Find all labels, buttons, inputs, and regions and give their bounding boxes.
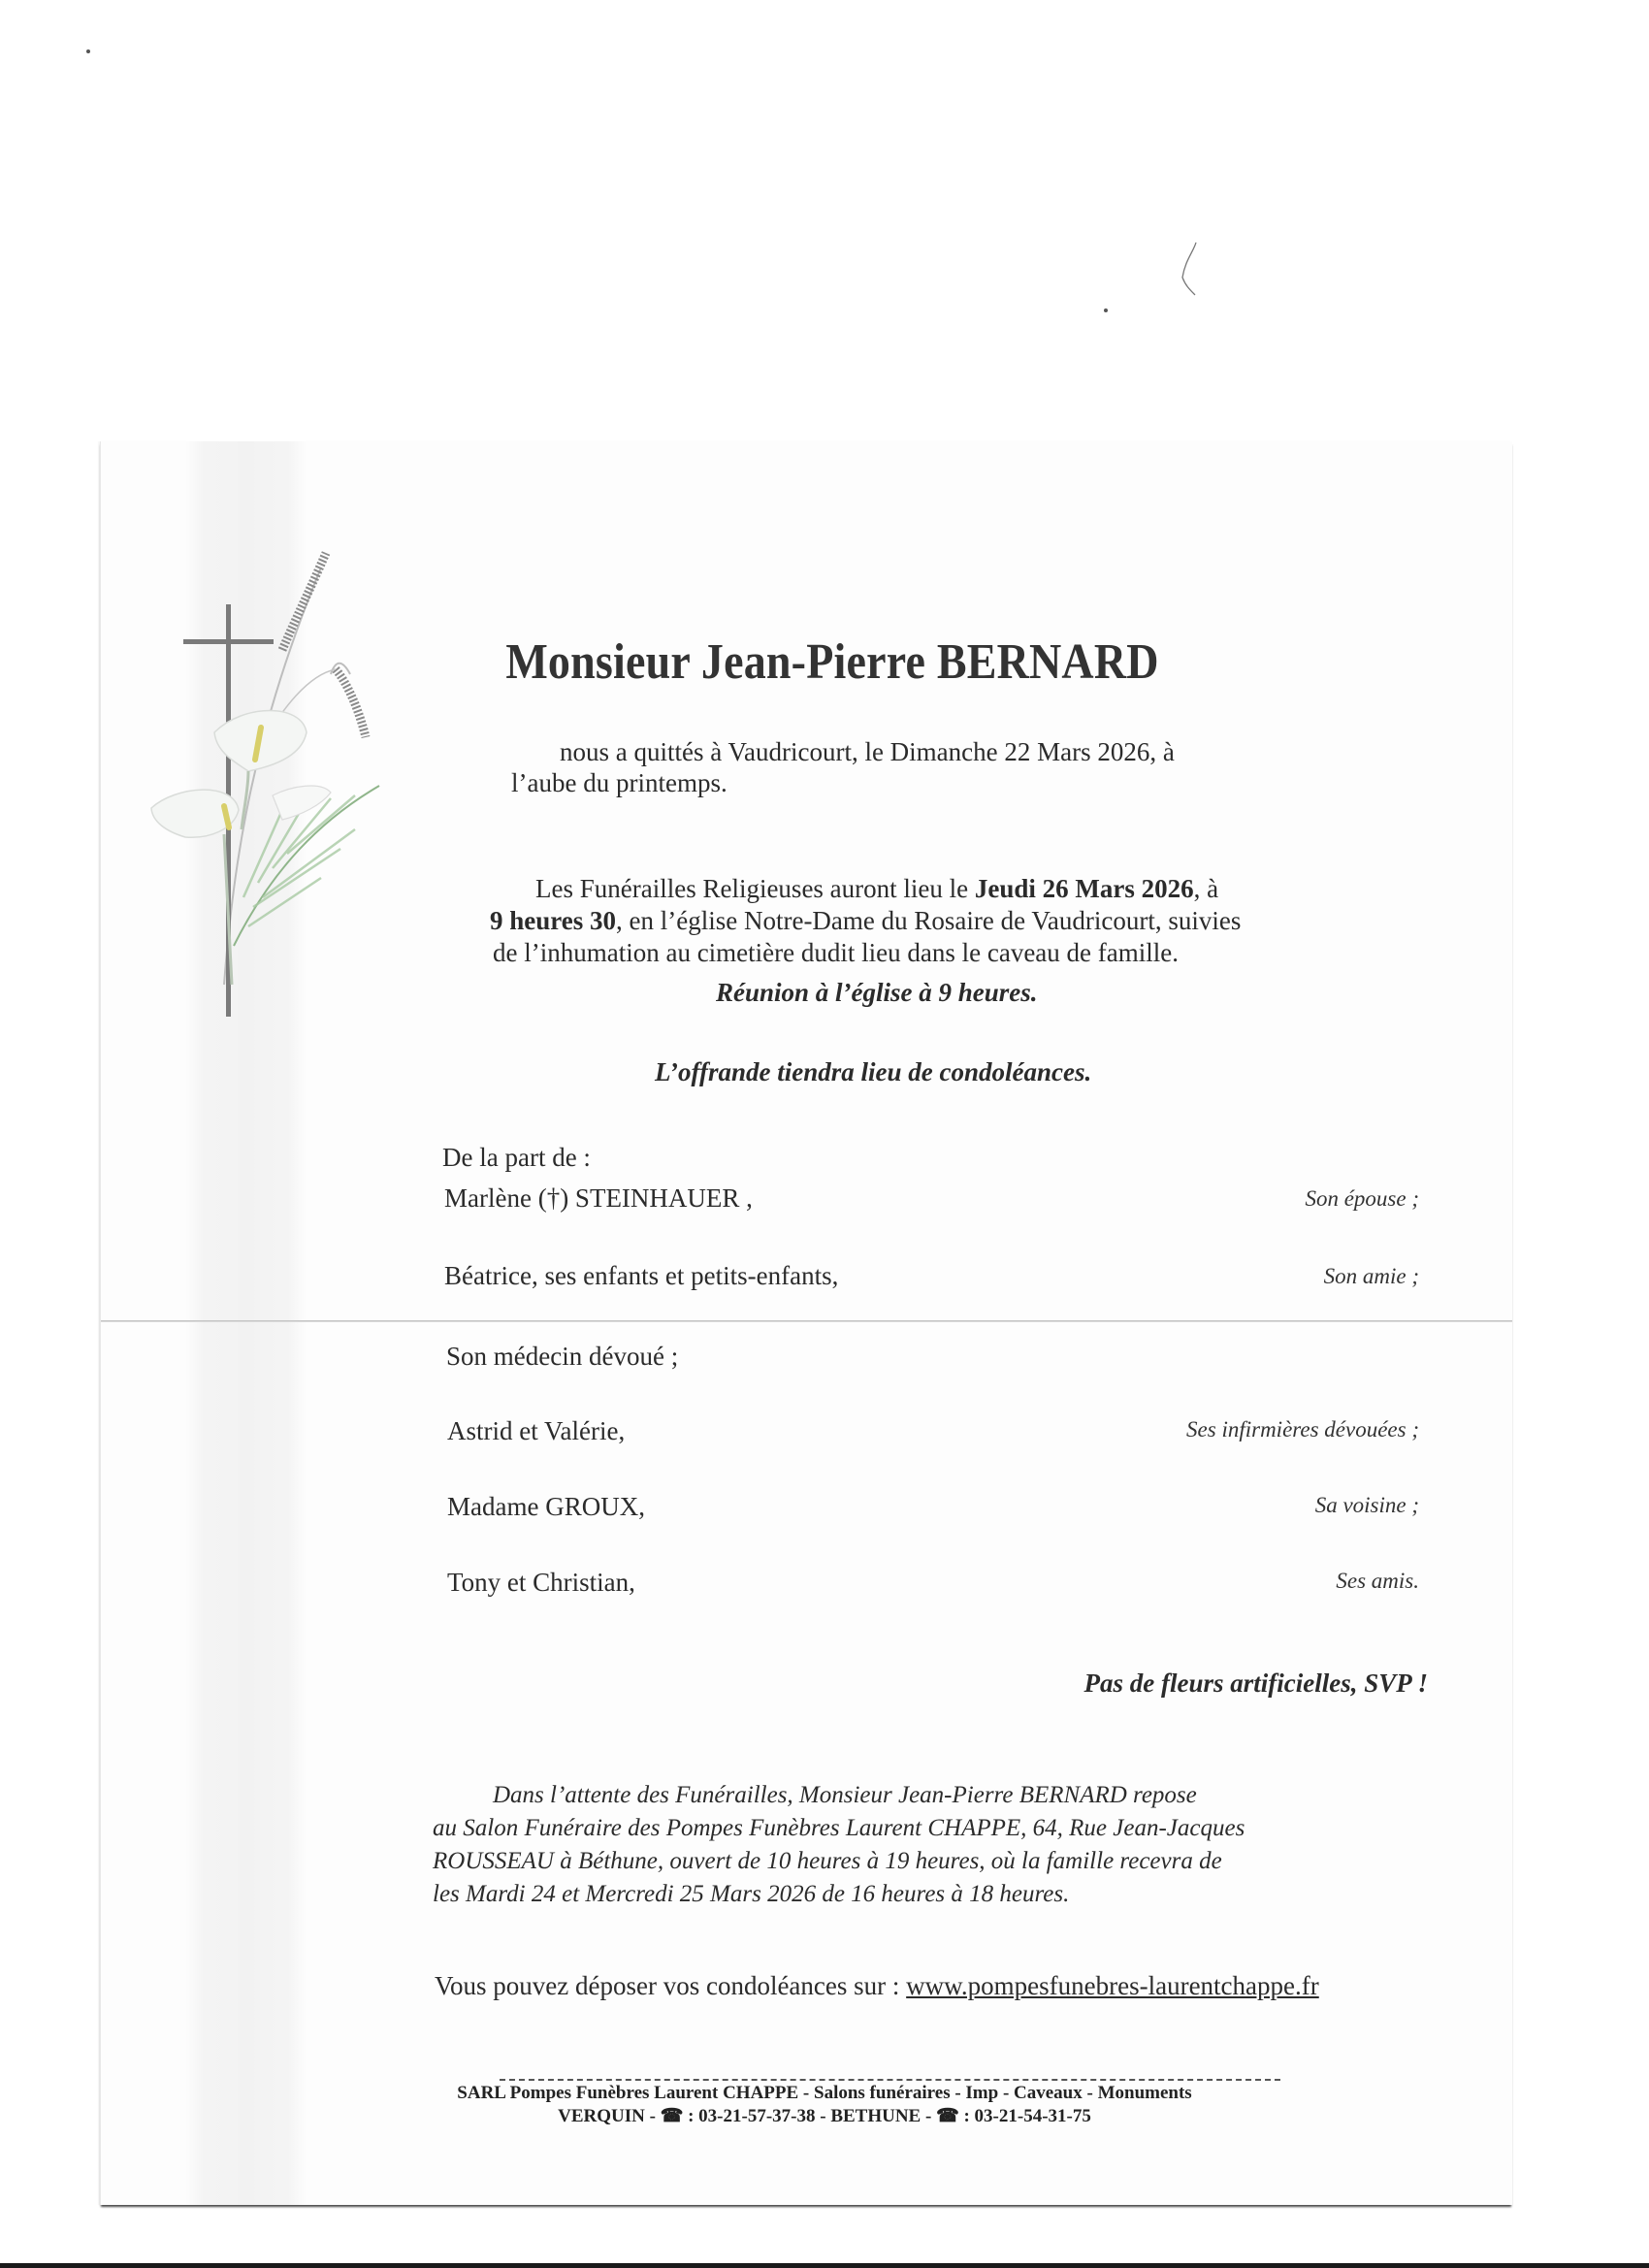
family-member-name: Astrid et Valérie, [447, 1416, 626, 1445]
death-announcement-line: l’aube du printemps. [511, 768, 728, 797]
footer-company-line: SARL Pompes Funèbres Laurent CHAPPE - Salons funéraires - Imp - Caveaux - Monuments [457, 2083, 1192, 2103]
death-announcement-line: nous a quittés à Vaudricourt, le Dimanche 22 Mars 2026, à [560, 737, 1175, 766]
telephone-icon: ☎ [660, 2106, 684, 2126]
scan-mark [1176, 241, 1205, 308]
lily-icon [273, 786, 331, 820]
footer-contact-line [0, 2107, 1649, 2125]
footer-city: VERQUIN - [558, 2106, 661, 2126]
meeting-note: Réunion à l’église à 9 heures. [716, 978, 1038, 1007]
funeral-card [100, 441, 1512, 2205]
telephone-icon: ☎ [936, 2106, 959, 2126]
viewing-info-line: au Salon Funéraire des Pompes Funèbres Laurent CHAPPE, 64, Rue Jean-Jacques [433, 1815, 1245, 1841]
condolences-line [435, 1973, 1319, 1999]
viewing-info-line: les Mardi 24 et Mercredi 25 Mars 2026 de 16 heures à 18 heures. [433, 1881, 1070, 1907]
footer-phone: : 03-21-54-31-75 [958, 2106, 1091, 2126]
funeral-details-line: de l’inhumation au cimetière dudit lieu dans le caveau de famille. [493, 938, 1179, 967]
family-member-relation: Ses infirmières dévouées ; [1186, 1417, 1419, 1442]
funeral-text: , à [1193, 874, 1219, 903]
condolences-text: Vous pouvez déposer vos condoléances sur : [435, 1971, 907, 2000]
offering-note: L’offrande tiendra lieu de condoléances. [655, 1057, 1092, 1086]
funeral-text: , en l’église Notre-Dame du Rosaire de Vaudricourt, suivies [616, 906, 1242, 935]
family-member-relation: Son amie ; [1323, 1264, 1419, 1288]
viewing-info-line: Dans l’attente des Funérailles, Monsieur Jean-Pierre BERNARD repose [493, 1782, 1197, 1808]
funeral-date: Jeudi 26 Mars 2026 [974, 874, 1194, 903]
condolences-website-link[interactable]: www.pompesfunebres-laurentchappe.fr [906, 1971, 1319, 2000]
funeral-details-line [490, 908, 1241, 934]
family-member-name: Béatrice, ses enfants et petits-enfants, [444, 1261, 839, 1290]
family-member-name: Madame GROUX, [447, 1492, 645, 1521]
family-member-name: Son médecin dévoué ; [446, 1342, 679, 1371]
scan-speck [1104, 308, 1108, 312]
cross-with-lilies-illustration [88, 441, 476, 1023]
family-member-name: Tony et Christian, [447, 1568, 635, 1597]
funeral-time: 9 heures 30 [490, 906, 617, 935]
footer-dashed-rule [500, 2079, 1280, 2081]
scanner-edge [0, 2263, 1649, 2268]
footer-phone: : 03-21-57-37-38 - BETHUNE - [683, 2106, 937, 2126]
funeral-details-line [535, 876, 1218, 902]
family-member-relation: Son épouse ; [1305, 1186, 1419, 1211]
funeral-text: Les Funérailles Religieuses auront lieu le [535, 874, 975, 903]
family-member-relation: Sa voisine ; [1314, 1493, 1419, 1517]
lily-icon [151, 790, 239, 985]
family-member-name: Marlène (†) STEINHAUER , [444, 1183, 753, 1213]
family-member-relation: Ses amis. [1336, 1569, 1419, 1593]
deceased-name-title: Monsieur Jean-Pierre BERNARD [505, 632, 1159, 690]
scan-speck [86, 49, 90, 53]
viewing-info-line: ROUSSEAU à Béthune, ouvert de 10 heures à 19 heures, où la famille recevra de [433, 1848, 1222, 1874]
family-intro: De la part de : [442, 1143, 591, 1172]
fold-line [101, 1320, 1512, 1322]
no-artificial-flowers-note: Pas de fleurs artificielles, SVP ! [1083, 1669, 1428, 1698]
